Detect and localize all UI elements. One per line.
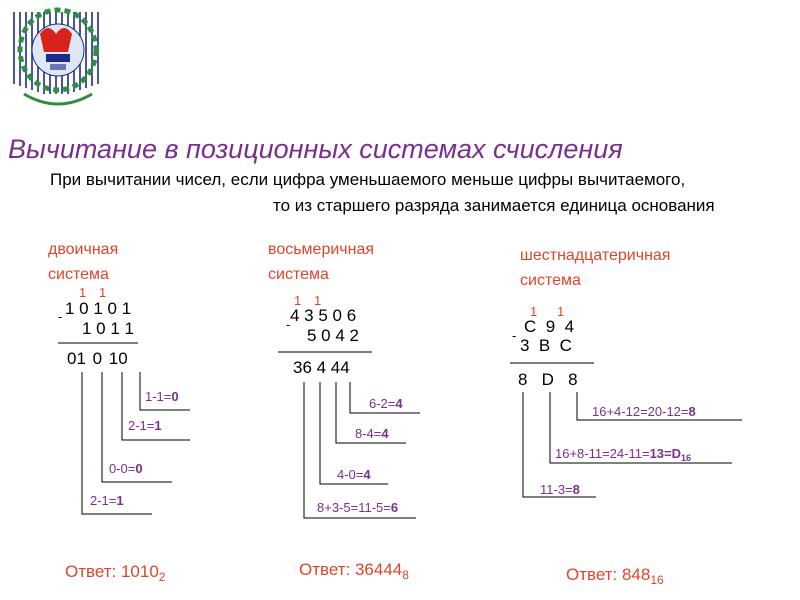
binary-result: 01 0 10: [67, 349, 128, 368]
octal-result: 36 4 44: [293, 358, 350, 377]
octal-subtrahend: 5 0 4 2: [307, 326, 359, 345]
octal-step-4: 8+3-5=11-5=6: [317, 500, 399, 515]
rule-text-line1: При вычитании чисел, если цифра уменьшаемого меньше цифры вычитаемого,: [50, 170, 686, 189]
hex-step-3: 11-3=8: [540, 482, 580, 497]
octal-carry-2: 1: [314, 293, 322, 308]
binary-label: [48, 237, 118, 287]
binary-subtrahend: 1 0 1 1: [82, 319, 134, 338]
hex-answer: Ответ: $848_{16}$: [566, 565, 664, 587]
octal-minus-sign: -: [286, 317, 291, 332]
octal-step-2: 8-4=4: [355, 426, 389, 441]
octal-step-3: 4-0=4: [337, 467, 371, 482]
hex-carry-2: 1: [557, 304, 565, 319]
octal-label: [268, 237, 374, 287]
hex-step-1: 16+4-12=20-12=8: [592, 404, 696, 419]
binary-step-3: 0-0=0: [109, 461, 143, 476]
rule-text-line2: то из старшего разряда занимается единица основания: [273, 196, 715, 215]
binary-minuend: 1 0 1 0 1: [65, 299, 132, 318]
hex-subtrahend: 3 B C: [520, 336, 572, 355]
binary-carry-1: 1: [79, 285, 87, 300]
octal-answer: Ответ: $36444_8$: [299, 560, 409, 582]
octal-carry-1: 1: [294, 293, 302, 308]
binary-answer: Ответ: $1010_2$: [65, 562, 166, 584]
binary-label-line1: двоичная: [48, 241, 119, 258]
octal-minuend: 4 3 5 0 6: [290, 306, 357, 325]
binary-step-1: 1-1=0: [145, 389, 179, 404]
hex-carry-1: 1: [530, 304, 538, 319]
hex-step-2: $16+8-11=24-11=13=D_{16}$: [555, 446, 692, 463]
page-title: Вычитание в позиционных системах счисления: [8, 134, 623, 164]
hex-result: 8 D 8: [518, 370, 578, 389]
hex-minus-sign: -: [512, 328, 517, 343]
octal-label-line2: система: [268, 266, 329, 283]
binary-carry-2: 1: [99, 285, 107, 300]
binary-step-2: 2-1=1: [128, 418, 162, 433]
hex-label: [520, 243, 670, 293]
binary-minus-sign: -: [58, 309, 63, 324]
hex-label-line2: система: [520, 272, 581, 289]
hex-label-line1: шестнадцатеричная: [520, 247, 671, 264]
hex-minuend: C 9 4: [524, 317, 575, 336]
octal-step-1: 6-2=4: [369, 396, 403, 411]
binary-step-4: 2-1=1: [90, 493, 124, 508]
binary-label-line2: система: [48, 266, 109, 283]
octal-label-line1: восьмеричная: [268, 241, 375, 258]
